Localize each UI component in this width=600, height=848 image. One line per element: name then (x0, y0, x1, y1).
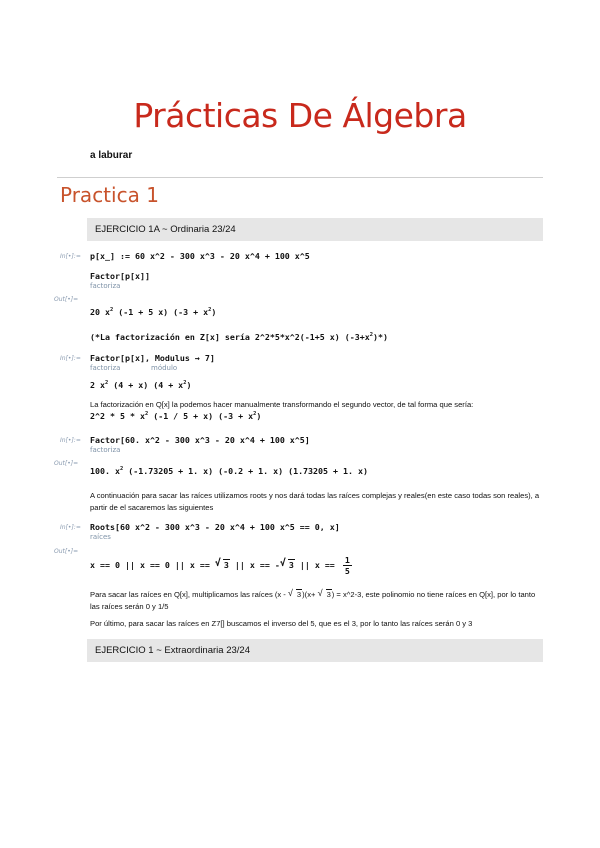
output-label: Out[•]= (54, 296, 79, 303)
code-output-factor: 20 $x^2$ (-1 + 5 x) $(-3 + x^2)$ (90, 307, 217, 317)
function-hint: módulo (151, 364, 178, 372)
function-hint: factoriza (90, 446, 121, 454)
text-factorization-q: La factorización en Q[x] la podemos hacer manualmente transformando el segundo vector, de tal forma que sería: (90, 400, 474, 409)
input-label: In[•]:= (60, 355, 81, 362)
section-divider (57, 177, 543, 178)
fraction-one-fifth: $\frac{1}{5}$ (344, 555, 350, 576)
input-label: In[•]:= (60, 524, 81, 531)
output-label: Out[•]= (54, 548, 79, 555)
output-label: Out[•]= (54, 460, 79, 467)
text-roots-z7: Por último, para sacar las raíces en Z7[] buscamos el inverso del 5, que es el 3, por lo tanto las raíces serán 0 y 3 (90, 619, 473, 628)
input-label: In[•]:= (60, 253, 81, 260)
text-roots-q: Para sacar las raíces en Q[x], multiplicamos las raíces (x - √ 3)(x+ √ 3) = x^2-3, este polinomio no tiene raíces en Q[x], por lo tanto las raíces serán 0 y 1/5 (90, 589, 545, 613)
function-hint: factoriza (90, 364, 121, 372)
code-input-factor-numeric[interactable]: Factor[60. x^2 - 300 x^3 - 20 x^4 + 100 x^5] (90, 435, 310, 445)
function-hint: raíces (90, 533, 111, 541)
code-input-define-p[interactable]: p[x_] := 60 x^2 - 300 x^3 - 20 x^4 + 100 x^5 (90, 251, 310, 261)
code-output-factor-numeric: 100. $x^2$ (-1.73205 + 1. x) (-0.2 + 1. x) (1.73205 + 1. x) (90, 466, 368, 476)
code-input-factor-modulus[interactable]: Factor[p[x], Modulus → 7] (90, 353, 215, 363)
exercise-header-2: EJERCICIO 1 ~ Extraordinaria 23/24 (87, 639, 543, 662)
code-output-roots: x == 0 || x == 0 || x == √ 3 || x == -√ 3 || x == $\frac{1}{5}$ (90, 555, 352, 576)
section-title: Practica 1 (60, 183, 159, 207)
exercise-header-1: EJERCICIO 1A ~ Ordinaria 23/24 (87, 218, 543, 241)
page-title: Prácticas De Álgebra (133, 96, 467, 135)
text-roots-intro: A continuación para sacar las raíces utilizamos roots y nos dará todas las raíces complejas y reales(en este caso todas son reales), a partir de el sacaremos las siguientes (90, 491, 540, 512)
code-input-factor[interactable]: Factor[p[x]] (90, 271, 150, 281)
formula-factorization-q: 2^2 * $5 * x^2$ (-1 / 5 + x) $(-3 + x^2)$ (90, 411, 262, 421)
code-output-factor-modulus: 2 $x^2$ (4 + x) $(4 + x^2)$ (90, 380, 192, 390)
code-comment-factorization-z: (*La factorización en Z[x] sería 2^2*5*x^2(-1+5 x) $(-3+x^2)*$) (90, 332, 388, 342)
function-hint: factoriza (90, 282, 121, 290)
subtitle: a laburar (90, 150, 133, 161)
code-input-roots[interactable]: Roots[60 x^2 - 300 x^3 - 20 x^4 + 100 x^5 == 0, x] (90, 522, 340, 532)
input-label: In[•]:= (60, 437, 81, 444)
